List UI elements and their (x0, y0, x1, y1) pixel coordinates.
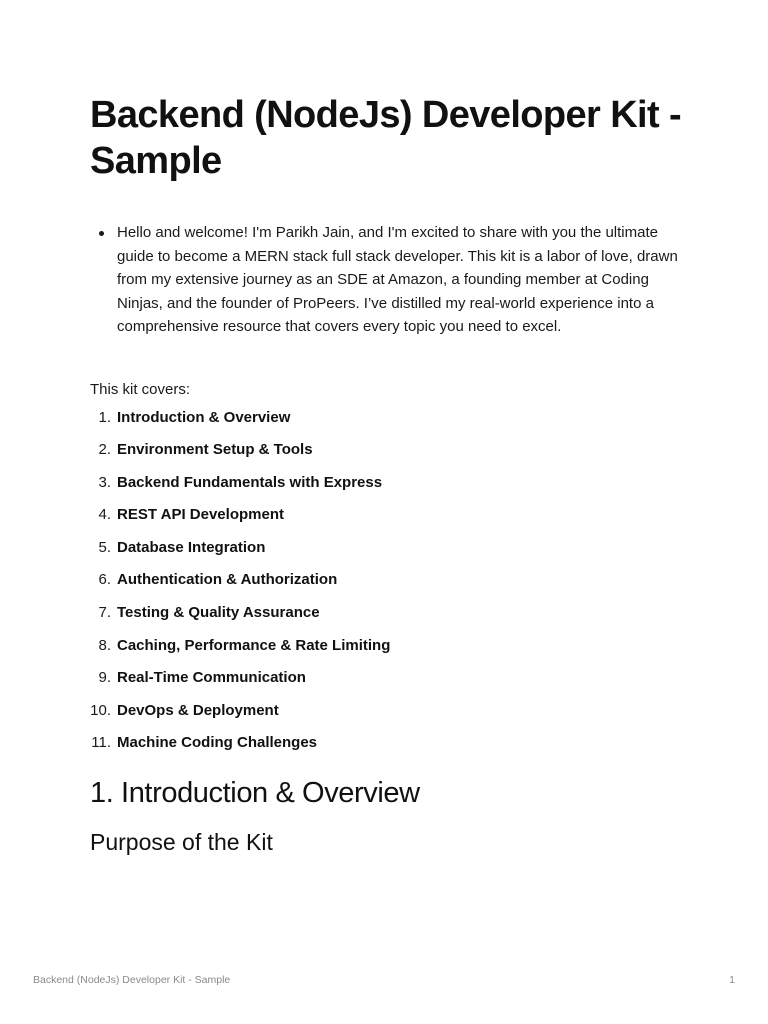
toc-item (90, 733, 690, 766)
toc-item-label: Real-Time Communication (117, 669, 306, 687)
toc-item-label: Backend Fundamentals with Express (117, 473, 383, 491)
section-heading: 1. Introduction & Overview (90, 777, 420, 810)
toc-item (90, 505, 690, 538)
toc-item-label: Authentication & Authorization (117, 571, 338, 589)
toc-item-number: 10. (90, 701, 111, 719)
intro-bullet-list (90, 221, 690, 339)
toc-item (90, 408, 690, 441)
toc-item (90, 701, 690, 734)
toc-item-number: 6. (98, 571, 111, 589)
toc-item-number: 9. (98, 669, 111, 687)
toc-item-label: Introduction & Overview (117, 408, 291, 426)
toc-item-number: 8. (98, 636, 111, 654)
footer-page-number: 1 (729, 974, 735, 986)
toc-item-number: 3. (98, 473, 111, 491)
toc-item-number: 1. (98, 408, 111, 426)
toc-item (90, 440, 690, 473)
intro-bullet-item (90, 221, 690, 339)
toc-item-label: DevOps & Deployment (117, 701, 279, 719)
toc-item (90, 570, 690, 603)
toc-item-label: REST API Development (117, 506, 284, 524)
bullet-dot-icon (99, 231, 104, 236)
document-page (90, 92, 690, 857)
footer-document-title: Backend (NodeJs) Developer Kit - Sample (33, 974, 231, 986)
toc-item-number: 7. (98, 604, 111, 622)
toc-item-number: 2. (98, 441, 111, 459)
toc-item-label: Database Integration (117, 538, 266, 556)
toc-item-label: Machine Coding Challenges (117, 734, 318, 752)
toc-item (90, 668, 690, 701)
intro-bullet-text: Hello and welcome! I'm Parikh Jain, and I'm excited to share with you the ultimate guide to become a MERN stack full stack developer. This kit is a labor of love, drawn from my extensive journey as an SDE at Amazon, a founding member at Coding Ninjas, and the founder of ProPeers. I’ve distilled my real-world experience into a comprehensive resource that covers every topic you need to excel. (117, 224, 678, 335)
toc-item-label: Environment Setup & Tools (117, 441, 313, 459)
toc-item-number: 11. (91, 734, 111, 752)
toc-list (90, 408, 690, 767)
toc-item-number: 4. (98, 506, 111, 524)
toc-item-number: 5. (98, 538, 111, 556)
toc-item (90, 636, 690, 669)
toc-item (90, 603, 690, 636)
toc-item-label: Caching, Performance & Rate Limiting (117, 636, 391, 654)
toc-item (90, 538, 690, 571)
covers-label: This kit covers: (90, 380, 191, 398)
document-title: Backend (NodeJs) Developer Kit - Sample (90, 94, 682, 182)
toc-item (90, 473, 690, 506)
sub-heading: Purpose of the Kit (90, 829, 273, 856)
toc-item-label: Testing & Quality Assurance (117, 604, 320, 622)
